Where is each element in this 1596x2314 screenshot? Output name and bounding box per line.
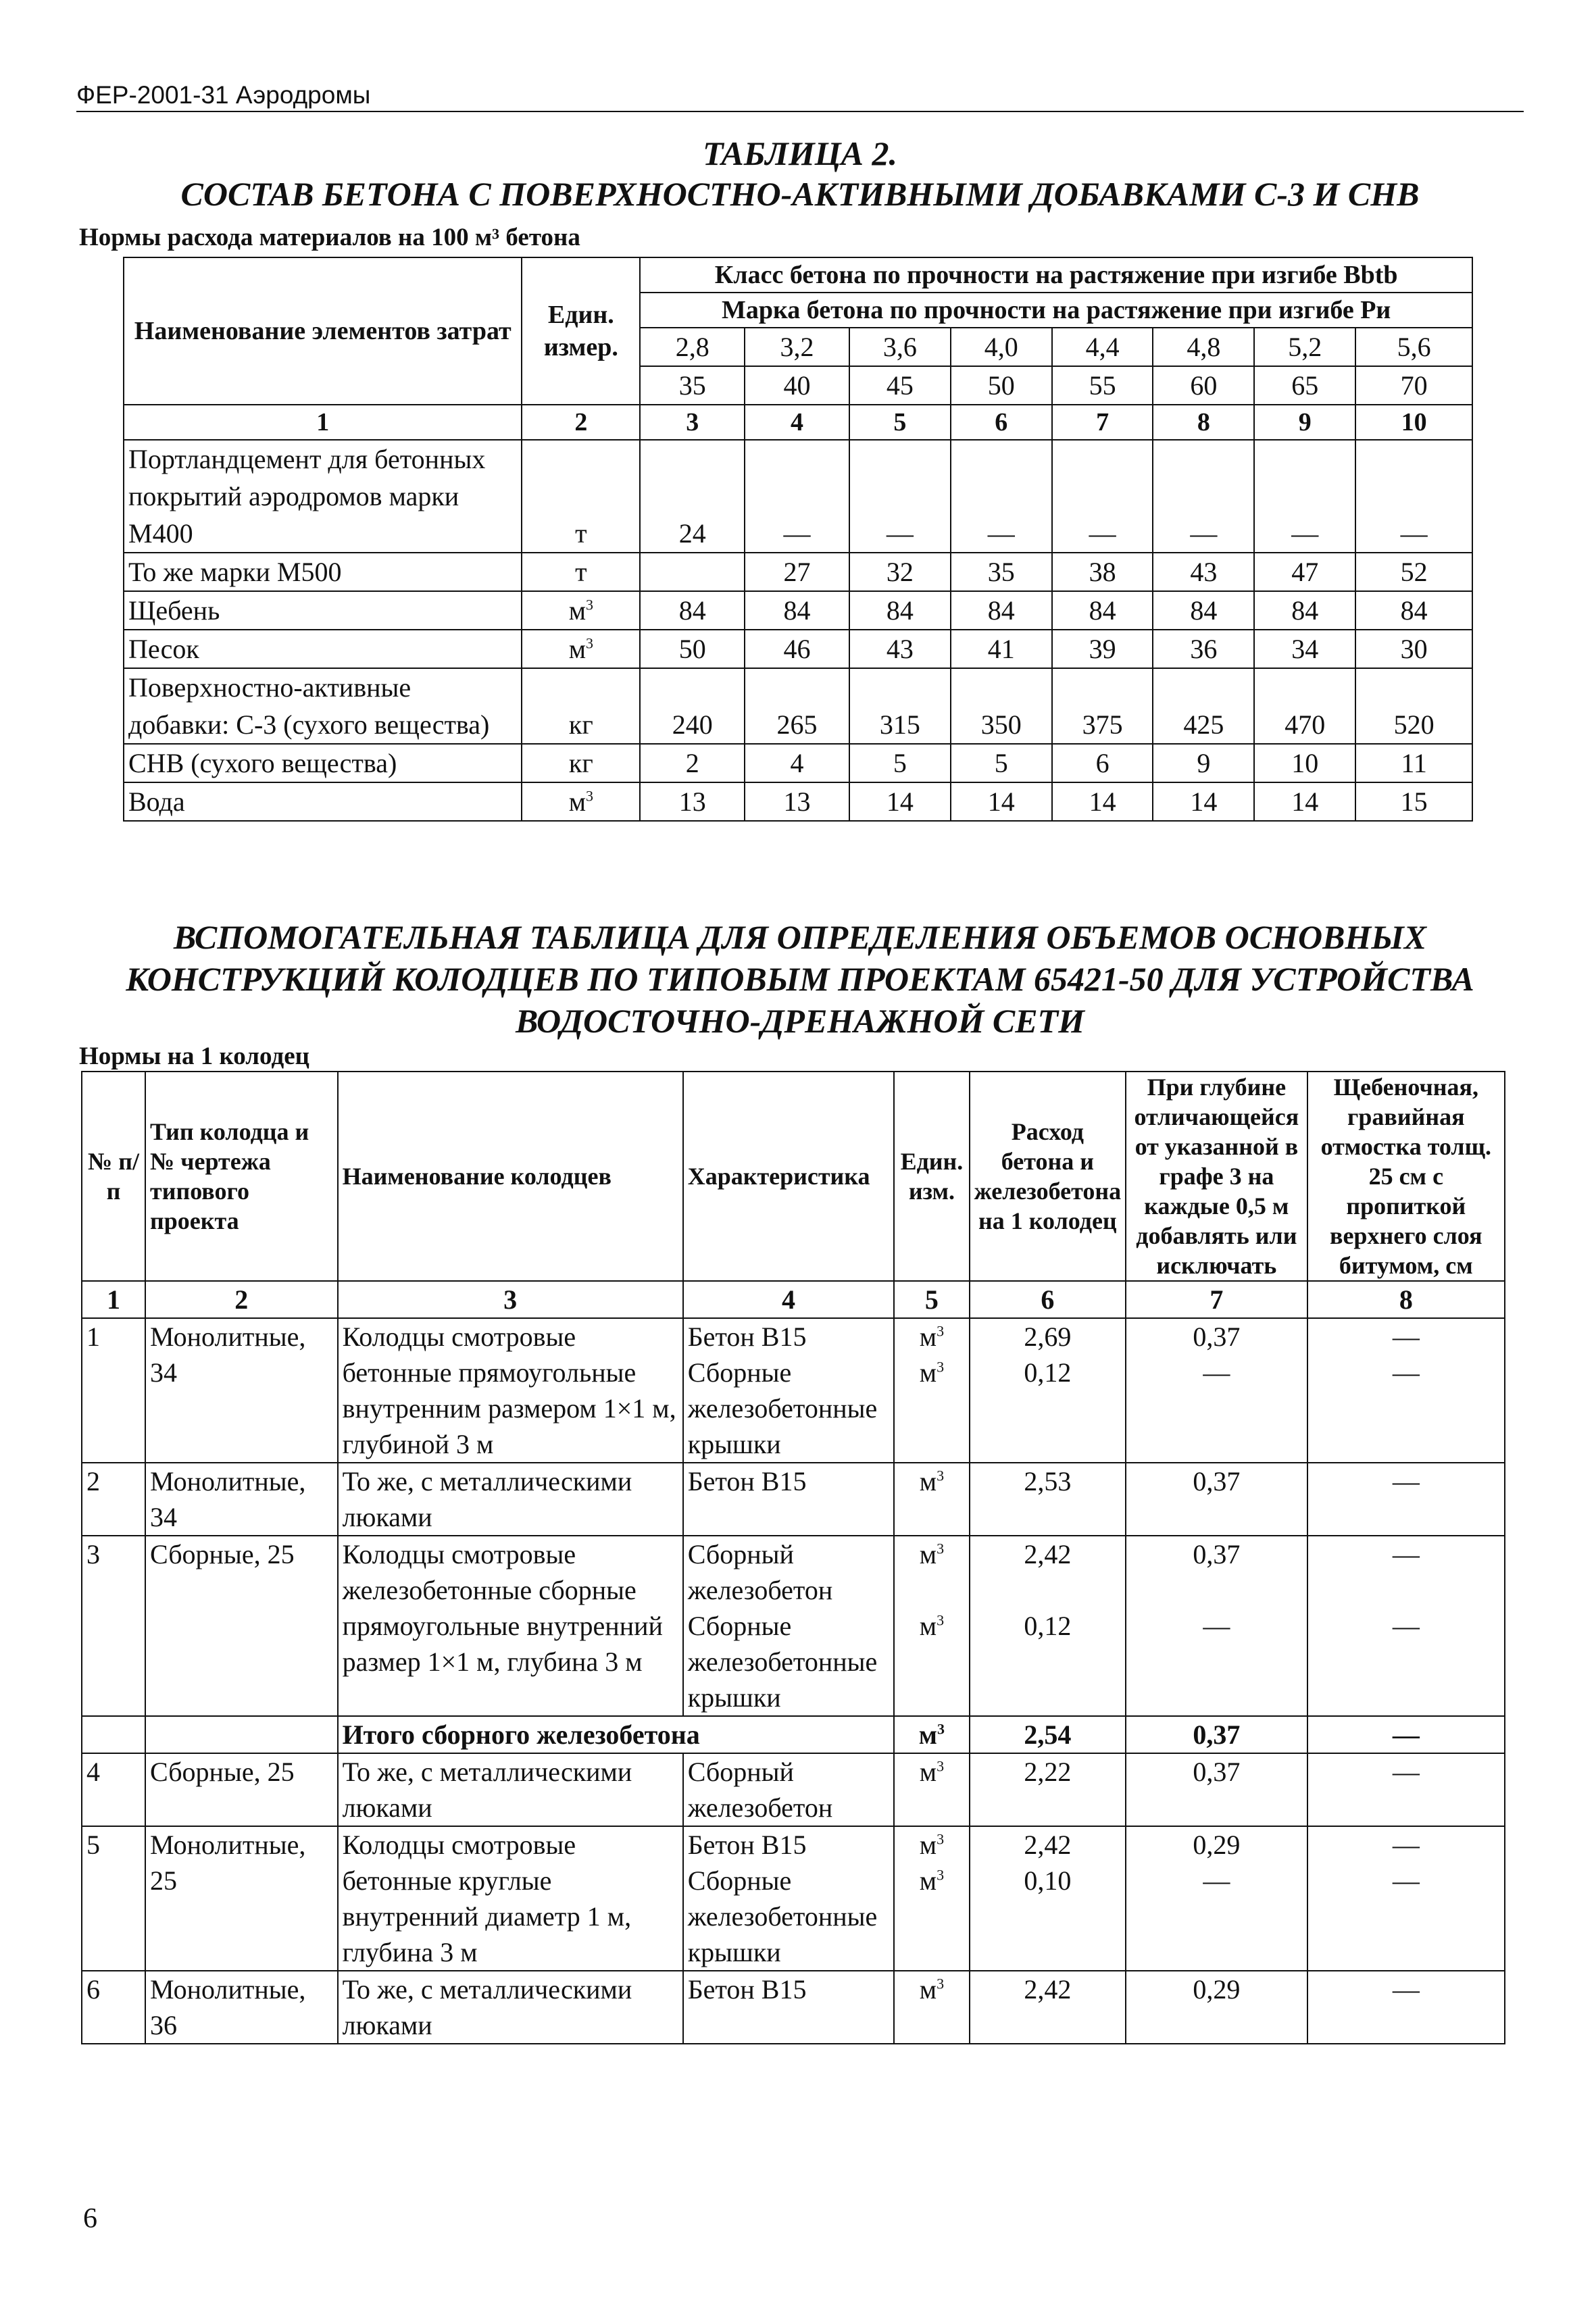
unit-cell: [894, 1463, 969, 1536]
row-value: 315: [849, 668, 951, 744]
col-header: Характеристика: [683, 1072, 895, 1281]
mark-value: 45: [849, 366, 951, 405]
gravel-bedding-cell: [1307, 1536, 1505, 1716]
characteristic: Сборные железобетонные крышки: [687, 1865, 878, 1967]
total-unit: $м^3$: [894, 1716, 969, 1753]
row-value: 350: [951, 668, 1052, 744]
row-name: Песок: [124, 630, 522, 668]
column-number: 3: [338, 1281, 683, 1318]
characteristic-cell: [683, 1971, 895, 2044]
concrete-rate-cell: [970, 1318, 1126, 1463]
column-number: 6: [951, 405, 1052, 440]
row-value: 41: [951, 630, 1052, 668]
table-row: [124, 440, 1472, 553]
characteristic: Бетон В15: [687, 1322, 807, 1352]
col-header: Тип колодца и № чертежа типового проекта: [145, 1072, 338, 1281]
characteristic-cell: [683, 1826, 895, 1971]
page-number: 6: [83, 2203, 97, 2234]
gravel-bedding: —: [1392, 1611, 1420, 1641]
depth-adjustment-cell: [1126, 1463, 1307, 1536]
concrete-rate: 2,22: [1024, 1757, 1072, 1787]
row-number: 2: [82, 1463, 145, 1536]
row-value: 11: [1355, 744, 1472, 782]
row-value: 52: [1355, 553, 1472, 591]
concrete-rate-cell: [970, 1826, 1126, 1971]
col-head-name: Наименование элементов затрат: [124, 257, 522, 405]
concrete-rate: 0,12: [1024, 1611, 1072, 1641]
row-unit: кг: [522, 668, 640, 744]
characteristic: Сборный железобетон: [687, 1539, 833, 1605]
concrete-rate: 0,10: [1024, 1865, 1072, 1896]
concrete-composition-table: [123, 257, 1473, 822]
row-value: 14: [1254, 782, 1355, 821]
row-value: —: [1052, 440, 1153, 553]
characteristic-cell: [683, 1536, 895, 1716]
table1-title-line1: ТАБЛИЦА 2.: [703, 134, 897, 172]
column-number: 8: [1153, 405, 1254, 440]
col-head-unit: Един. измер.: [522, 257, 640, 405]
mark-value: 55: [1052, 366, 1153, 405]
gravel-bedding-cell: [1307, 1753, 1505, 1826]
col-header: Щебеночная, гравийная отмостка толщ. 25 см с пропиткой верхнего слоя битумом, см: [1307, 1072, 1505, 1281]
concrete-rate-cell: [970, 1536, 1126, 1716]
mark-value: 70: [1355, 366, 1472, 405]
row-value: —: [1355, 440, 1472, 553]
unit: $м^3$: [919, 1757, 945, 1787]
row-name: Поверхностно-активные добавки: С-3 (сухого вещества): [124, 668, 522, 744]
row-value: 2: [640, 744, 745, 782]
gravel-bedding-cell: [1307, 1463, 1505, 1536]
gravel-bedding: —: [1392, 1539, 1420, 1569]
table-row: [124, 782, 1472, 821]
well-type: Монолитные, 25: [145, 1826, 338, 1971]
depth-adjustment: 0,29: [1193, 1830, 1241, 1860]
row-number: 4: [82, 1753, 145, 1826]
col-header: № п/п: [82, 1072, 145, 1281]
well-type: Сборные, 25: [145, 1753, 338, 1826]
row-name: Вода: [124, 782, 522, 821]
row-value: 84: [1153, 591, 1254, 630]
gravel-bedding: —: [1392, 1466, 1420, 1496]
total-gravel: —: [1307, 1716, 1505, 1753]
row-value: 240: [640, 668, 745, 744]
empty-cell: [82, 1716, 145, 1753]
row-value: 13: [640, 782, 745, 821]
column-number: 5: [894, 1281, 969, 1318]
row-unit: кг: [522, 744, 640, 782]
row-name: Щебень: [124, 591, 522, 630]
depth-adjustment: 0,37: [1193, 1466, 1241, 1496]
table-row: [82, 1753, 1505, 1826]
class-value: 4,4: [1052, 328, 1153, 366]
row-value: 38: [1052, 553, 1153, 591]
row-value: 43: [849, 630, 951, 668]
column-number: 7: [1126, 1281, 1307, 1318]
col-head-class: Класс бетона по прочности на растяжение при изгибе Bbtb: [640, 257, 1472, 293]
gravel-bedding: —: [1392, 1830, 1420, 1860]
total-label: Итого сборного железобетона: [338, 1716, 895, 1753]
class-value: 4,0: [951, 328, 1052, 366]
row-value: 470: [1254, 668, 1355, 744]
row-number: 1: [82, 1318, 145, 1463]
characteristic-cell: [683, 1318, 895, 1463]
wells-volume-table: [81, 1071, 1505, 2044]
characteristic: Сборный железобетон: [687, 1757, 833, 1823]
gravel-bedding-cell: [1307, 1971, 1505, 2044]
characteristic: Бетон В15: [687, 1974, 807, 2005]
row-value: 15: [1355, 782, 1472, 821]
row-name: То же марки М500: [124, 553, 522, 591]
concrete-rate-cell: [970, 1971, 1126, 2044]
row-value: —: [1153, 440, 1254, 553]
row-value: 14: [1052, 782, 1153, 821]
depth-adjustment: 0,29: [1193, 1974, 1241, 2005]
row-unit: $м^3$: [522, 630, 640, 668]
row-value: 84: [745, 591, 849, 630]
depth-adjustment: —: [1203, 1865, 1230, 1896]
column-number: 5: [849, 405, 951, 440]
row-value: —: [745, 440, 849, 553]
gravel-bedding: —: [1392, 1757, 1420, 1787]
row-value: 375: [1052, 668, 1153, 744]
row-value: 84: [1052, 591, 1153, 630]
well-type: Монолитные, 34: [145, 1463, 338, 1536]
unit-cell: [894, 1753, 969, 1826]
table-row: [82, 1971, 1505, 2044]
depth-adjustment: 0,37: [1193, 1322, 1241, 1352]
row-value: 265: [745, 668, 849, 744]
well-type: Монолитные, 36: [145, 1971, 338, 2044]
depth-adjustment-cell: [1126, 1318, 1307, 1463]
row-value: 39: [1052, 630, 1153, 668]
well-name: То же, с металлическими люками: [338, 1463, 683, 1536]
col-header: Един. изм.: [894, 1072, 969, 1281]
table-row: [124, 668, 1472, 744]
table-row: [124, 744, 1472, 782]
class-value: 3,6: [849, 328, 951, 366]
row-value: 84: [951, 591, 1052, 630]
table-row: [124, 630, 1472, 668]
column-number: 2: [522, 405, 640, 440]
row-unit: т: [522, 440, 640, 553]
depth-adjustment: —: [1203, 1357, 1230, 1388]
row-value: 5: [849, 744, 951, 782]
column-number: 8: [1307, 1281, 1505, 1318]
concrete-rate: 0,12: [1024, 1357, 1072, 1388]
row-value: —: [849, 440, 951, 553]
row-value: 32: [849, 553, 951, 591]
well-name: То же, с металлическими люками: [338, 1753, 683, 1826]
table-row: [82, 1318, 1505, 1463]
row-value: 10: [1254, 744, 1355, 782]
depth-adjustment: —: [1203, 1611, 1230, 1641]
row-value: 84: [1355, 591, 1472, 630]
mark-value: 50: [951, 366, 1052, 405]
unit: $м^3$: [919, 1322, 945, 1352]
column-number: 1: [124, 405, 522, 440]
column-number: 7: [1052, 405, 1153, 440]
class-value: 3,2: [745, 328, 849, 366]
row-value: 36: [1153, 630, 1254, 668]
row-value: 84: [640, 591, 745, 630]
depth-adjustment: 0,37: [1193, 1757, 1241, 1787]
table-row: [124, 553, 1472, 591]
column-number: 10: [1355, 405, 1472, 440]
concrete-rate-cell: [970, 1463, 1126, 1536]
concrete-rate-cell: [970, 1753, 1126, 1826]
row-value: —: [951, 440, 1052, 553]
row-value: 520: [1355, 668, 1472, 744]
table-row: [82, 1536, 1505, 1716]
row-value: 425: [1153, 668, 1254, 744]
class-value: 5,2: [1254, 328, 1355, 366]
col-header: При глубине отличающейся от указанной в графе 3 на каждые 0,5 м добавлять или исключать: [1126, 1072, 1307, 1281]
row-number: 3: [82, 1536, 145, 1716]
col-header: Расход бетона и железобетона на 1 колодец: [970, 1072, 1126, 1281]
table1-norms: Нормы расхода материалов на 100 м³ бетона: [79, 224, 580, 251]
table-row: [82, 1826, 1505, 1971]
unit: $м^3$: [919, 1611, 945, 1641]
column-number: 4: [683, 1281, 895, 1318]
row-value: 50: [640, 630, 745, 668]
row-value: 27: [745, 553, 849, 591]
characteristic: Бетон В15: [687, 1466, 807, 1496]
row-value: 9: [1153, 744, 1254, 782]
total-row: [82, 1716, 1505, 1753]
row-value: 13: [745, 782, 849, 821]
mark-value: 40: [745, 366, 849, 405]
unit-cell: [894, 1971, 969, 2044]
column-number: 3: [640, 405, 745, 440]
well-name: Колодцы смотровые бетонные круглые внутренний диаметр 1 м, глубина 3 м: [338, 1826, 683, 1971]
row-value: [640, 553, 745, 591]
column-number: 6: [970, 1281, 1126, 1318]
unit: $м^3$: [919, 1466, 945, 1496]
col-header: Наименование колодцев: [338, 1072, 683, 1281]
table2-norms: Нормы на 1 колодец: [79, 1042, 309, 1070]
mark-value: 60: [1153, 366, 1254, 405]
row-value: 35: [951, 553, 1052, 591]
class-value: 4,8: [1153, 328, 1254, 366]
row-value: 46: [745, 630, 849, 668]
row-value: 14: [951, 782, 1052, 821]
table-row: [124, 591, 1472, 630]
class-value: 5,6: [1355, 328, 1472, 366]
well-type: Монолитные, 34: [145, 1318, 338, 1463]
characteristic: Сборные железобетонные крышки: [687, 1357, 878, 1459]
gravel-bedding-cell: [1307, 1318, 1505, 1463]
row-value: 84: [1254, 591, 1355, 630]
concrete-rate: 2,42: [1024, 1830, 1072, 1860]
well-name: Колодцы смотровые бетонные прямоугольные внутренним размером 1×1 м, глубиной 3 м: [338, 1318, 683, 1463]
row-value: 14: [1153, 782, 1254, 821]
characteristic-cell: [683, 1463, 895, 1536]
row-value: 43: [1153, 553, 1254, 591]
row-value: 4: [745, 744, 849, 782]
concrete-rate: 2,69: [1024, 1322, 1072, 1352]
row-value: 6: [1052, 744, 1153, 782]
total-rate: 2,54: [970, 1716, 1126, 1753]
depth-adjustment-cell: [1126, 1753, 1307, 1826]
row-value: 5: [951, 744, 1052, 782]
row-number: 5: [82, 1826, 145, 1971]
unit: $м^3$: [919, 1865, 945, 1896]
concrete-rate: 2,42: [1024, 1974, 1072, 2005]
row-value: 30: [1355, 630, 1472, 668]
depth-adjustment: 0,37: [1193, 1539, 1241, 1569]
unit-cell: [894, 1536, 969, 1716]
row-value: 84: [849, 591, 951, 630]
col-head-mark: Марка бетона по прочности на растяжение при изгибе Pи: [640, 293, 1472, 328]
table1-title-line2: СОСТАВ БЕТОНА С ПОВЕРХНОСТНО-АКТИВНЫМИ ДОБАВКАМИ С-3 И СНВ: [180, 175, 1420, 213]
gravel-bedding-cell: [1307, 1826, 1505, 1971]
gravel-bedding: —: [1392, 1865, 1420, 1896]
gravel-bedding: —: [1392, 1357, 1420, 1388]
well-name: Колодцы смотровые железобетонные сборные прямоугольные внутренний размер 1×1 м, глубина 3 м: [338, 1536, 683, 1716]
mark-value: 35: [640, 366, 745, 405]
row-value: 24: [640, 440, 745, 553]
unit: $м^3$: [919, 1357, 945, 1388]
well-type: Сборные, 25: [145, 1536, 338, 1716]
gravel-bedding: —: [1392, 1974, 1420, 2005]
table2-title: ВСПОМОГАТЕЛЬНАЯ ТАБЛИЦА ДЛЯ ОПРЕДЕЛЕНИЯ ОБЪЕМОВ ОСНОВНЫХ КОНСТРУКЦИЙ КОЛОДЦЕВ ПО ТИПОВЫМ ПРОЕКТАМ 65421-50 ДЛЯ УСТРОЙСТВА ВОДОСТОЧНО-ДРЕНАЖНОЙ СЕТИ: [126, 918, 1474, 1040]
depth-adjustment-cell: [1126, 1826, 1307, 1971]
characteristic: Сборные железобетонные крышки: [687, 1611, 878, 1713]
empty-cell: [145, 1716, 338, 1753]
row-unit: $м^3$: [522, 591, 640, 630]
column-number: 4: [745, 405, 849, 440]
row-value: —: [1254, 440, 1355, 553]
row-unit: $м^3$: [522, 782, 640, 821]
unit-cell: [894, 1318, 969, 1463]
depth-adjustment-cell: [1126, 1971, 1307, 2044]
column-number: 9: [1254, 405, 1355, 440]
class-value: 2,8: [640, 328, 745, 366]
unit: $м^3$: [919, 1830, 945, 1860]
column-number: 1: [82, 1281, 145, 1318]
row-value: 34: [1254, 630, 1355, 668]
depth-adjustment-cell: [1126, 1536, 1307, 1716]
row-unit: т: [522, 553, 640, 591]
table-row: [82, 1463, 1505, 1536]
unit: $м^3$: [919, 1539, 945, 1569]
gravel-bedding: —: [1392, 1322, 1420, 1352]
well-name: То же, с металлическими люками: [338, 1971, 683, 2044]
row-value: 47: [1254, 553, 1355, 591]
mark-value: 65: [1254, 366, 1355, 405]
running-header: ФЕР-2001-31 Аэродромы: [76, 81, 1524, 112]
characteristic-cell: [683, 1753, 895, 1826]
unit-cell: [894, 1826, 969, 1971]
concrete-rate: 2,53: [1024, 1466, 1072, 1496]
total-depth: 0,37: [1126, 1716, 1307, 1753]
unit: $м^3$: [919, 1974, 945, 2005]
row-name: Портландцемент для бетонных покрытий аэродромов марки М400: [124, 440, 522, 553]
concrete-rate: 2,42: [1024, 1539, 1072, 1569]
column-number: 2: [145, 1281, 338, 1318]
row-value: 14: [849, 782, 951, 821]
row-number: 6: [82, 1971, 145, 2044]
characteristic: Бетон В15: [687, 1830, 807, 1860]
row-name: СНВ (сухого вещества): [124, 744, 522, 782]
